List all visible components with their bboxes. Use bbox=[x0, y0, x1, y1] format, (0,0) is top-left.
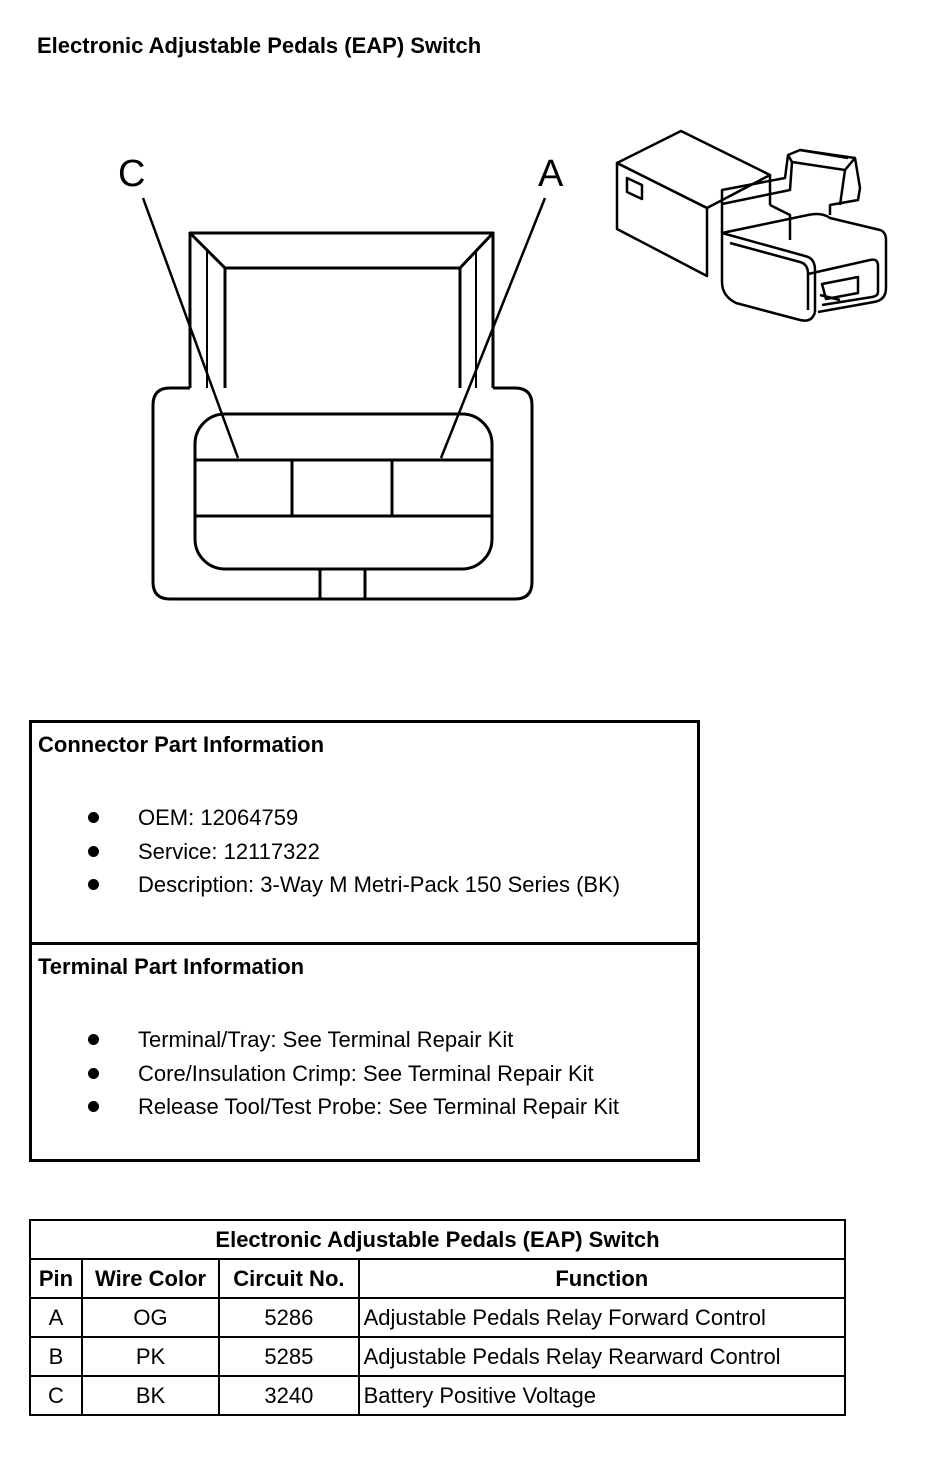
connector-info-description: Description: 3-Way M Metri-Pack 150 Series (BK) bbox=[138, 872, 621, 897]
column-header-circuit-no: Circuit No. bbox=[219, 1259, 358, 1298]
cell-circuit-no: 5286 bbox=[219, 1298, 358, 1337]
list-item bbox=[32, 801, 620, 835]
terminal-info-crimp: Core/Insulation Crimp: See Terminal Repair Kit bbox=[138, 1060, 594, 1086]
cell-pin: C bbox=[30, 1376, 82, 1415]
table-row bbox=[30, 1376, 845, 1415]
connector-part-information bbox=[32, 723, 697, 939]
list-item bbox=[32, 1090, 619, 1124]
cell-circuit-no: 5285 bbox=[219, 1337, 358, 1376]
terminal-info-tool: Release Tool/Test Probe: See Terminal Repair Kit bbox=[138, 1094, 619, 1119]
terminal-part-information bbox=[32, 942, 697, 1162]
terminal-info-heading: Terminal Part Information bbox=[38, 954, 305, 979]
connector-face-view bbox=[143, 198, 545, 599]
connector-isometric-view bbox=[617, 131, 886, 321]
pin-table-header-row bbox=[30, 1259, 845, 1298]
list-item bbox=[32, 1057, 619, 1091]
pin-table-title: Electronic Adjustable Pedals (EAP) Switch bbox=[30, 1220, 845, 1259]
list-item bbox=[32, 1023, 619, 1057]
bullet-icon bbox=[88, 812, 99, 823]
cell-function: Battery Positive Voltage bbox=[359, 1376, 845, 1415]
column-header-wire-color: Wire Color bbox=[82, 1259, 219, 1298]
cell-pin: B bbox=[30, 1337, 82, 1376]
column-header-pin: Pin bbox=[30, 1259, 82, 1298]
cell-wire-color: OG bbox=[82, 1298, 219, 1337]
cell-function: Adjustable Pedals Relay Forward Control bbox=[359, 1298, 845, 1337]
connector-info-service: Service: 12117322 bbox=[138, 838, 320, 864]
column-header-function: Function bbox=[359, 1259, 845, 1298]
list-item bbox=[32, 868, 620, 902]
part-information-box bbox=[29, 720, 700, 1162]
pin-table bbox=[29, 1219, 846, 1416]
table-row bbox=[30, 1337, 845, 1376]
connector-info-oem: OEM: 12064759 bbox=[138, 805, 299, 830]
cell-circuit-no: 3240 bbox=[219, 1376, 358, 1415]
pin-label-c: C bbox=[118, 153, 146, 195]
bullet-icon bbox=[88, 1034, 99, 1045]
bullet-icon bbox=[88, 846, 99, 857]
bullet-icon bbox=[88, 879, 99, 890]
cell-wire-color: PK bbox=[82, 1337, 219, 1376]
cell-function: Adjustable Pedals Relay Rearward Control bbox=[359, 1337, 845, 1376]
terminal-info-list bbox=[32, 1023, 619, 1124]
table-row bbox=[30, 1298, 845, 1337]
list-item bbox=[32, 835, 620, 869]
page-title: Electronic Adjustable Pedals (EAP) Switch bbox=[37, 33, 482, 58]
connector-info-heading: Connector Part Information bbox=[38, 732, 325, 757]
connector-info-list bbox=[32, 801, 620, 902]
cell-pin: A bbox=[30, 1298, 82, 1337]
terminal-info-tray: Terminal/Tray: See Terminal Repair Kit bbox=[138, 1027, 514, 1052]
cell-wire-color: BK bbox=[82, 1376, 219, 1415]
connector-diagram bbox=[0, 0, 928, 700]
pin-label-a: A bbox=[538, 153, 564, 195]
bullet-icon bbox=[88, 1101, 99, 1112]
bullet-icon bbox=[88, 1068, 99, 1079]
